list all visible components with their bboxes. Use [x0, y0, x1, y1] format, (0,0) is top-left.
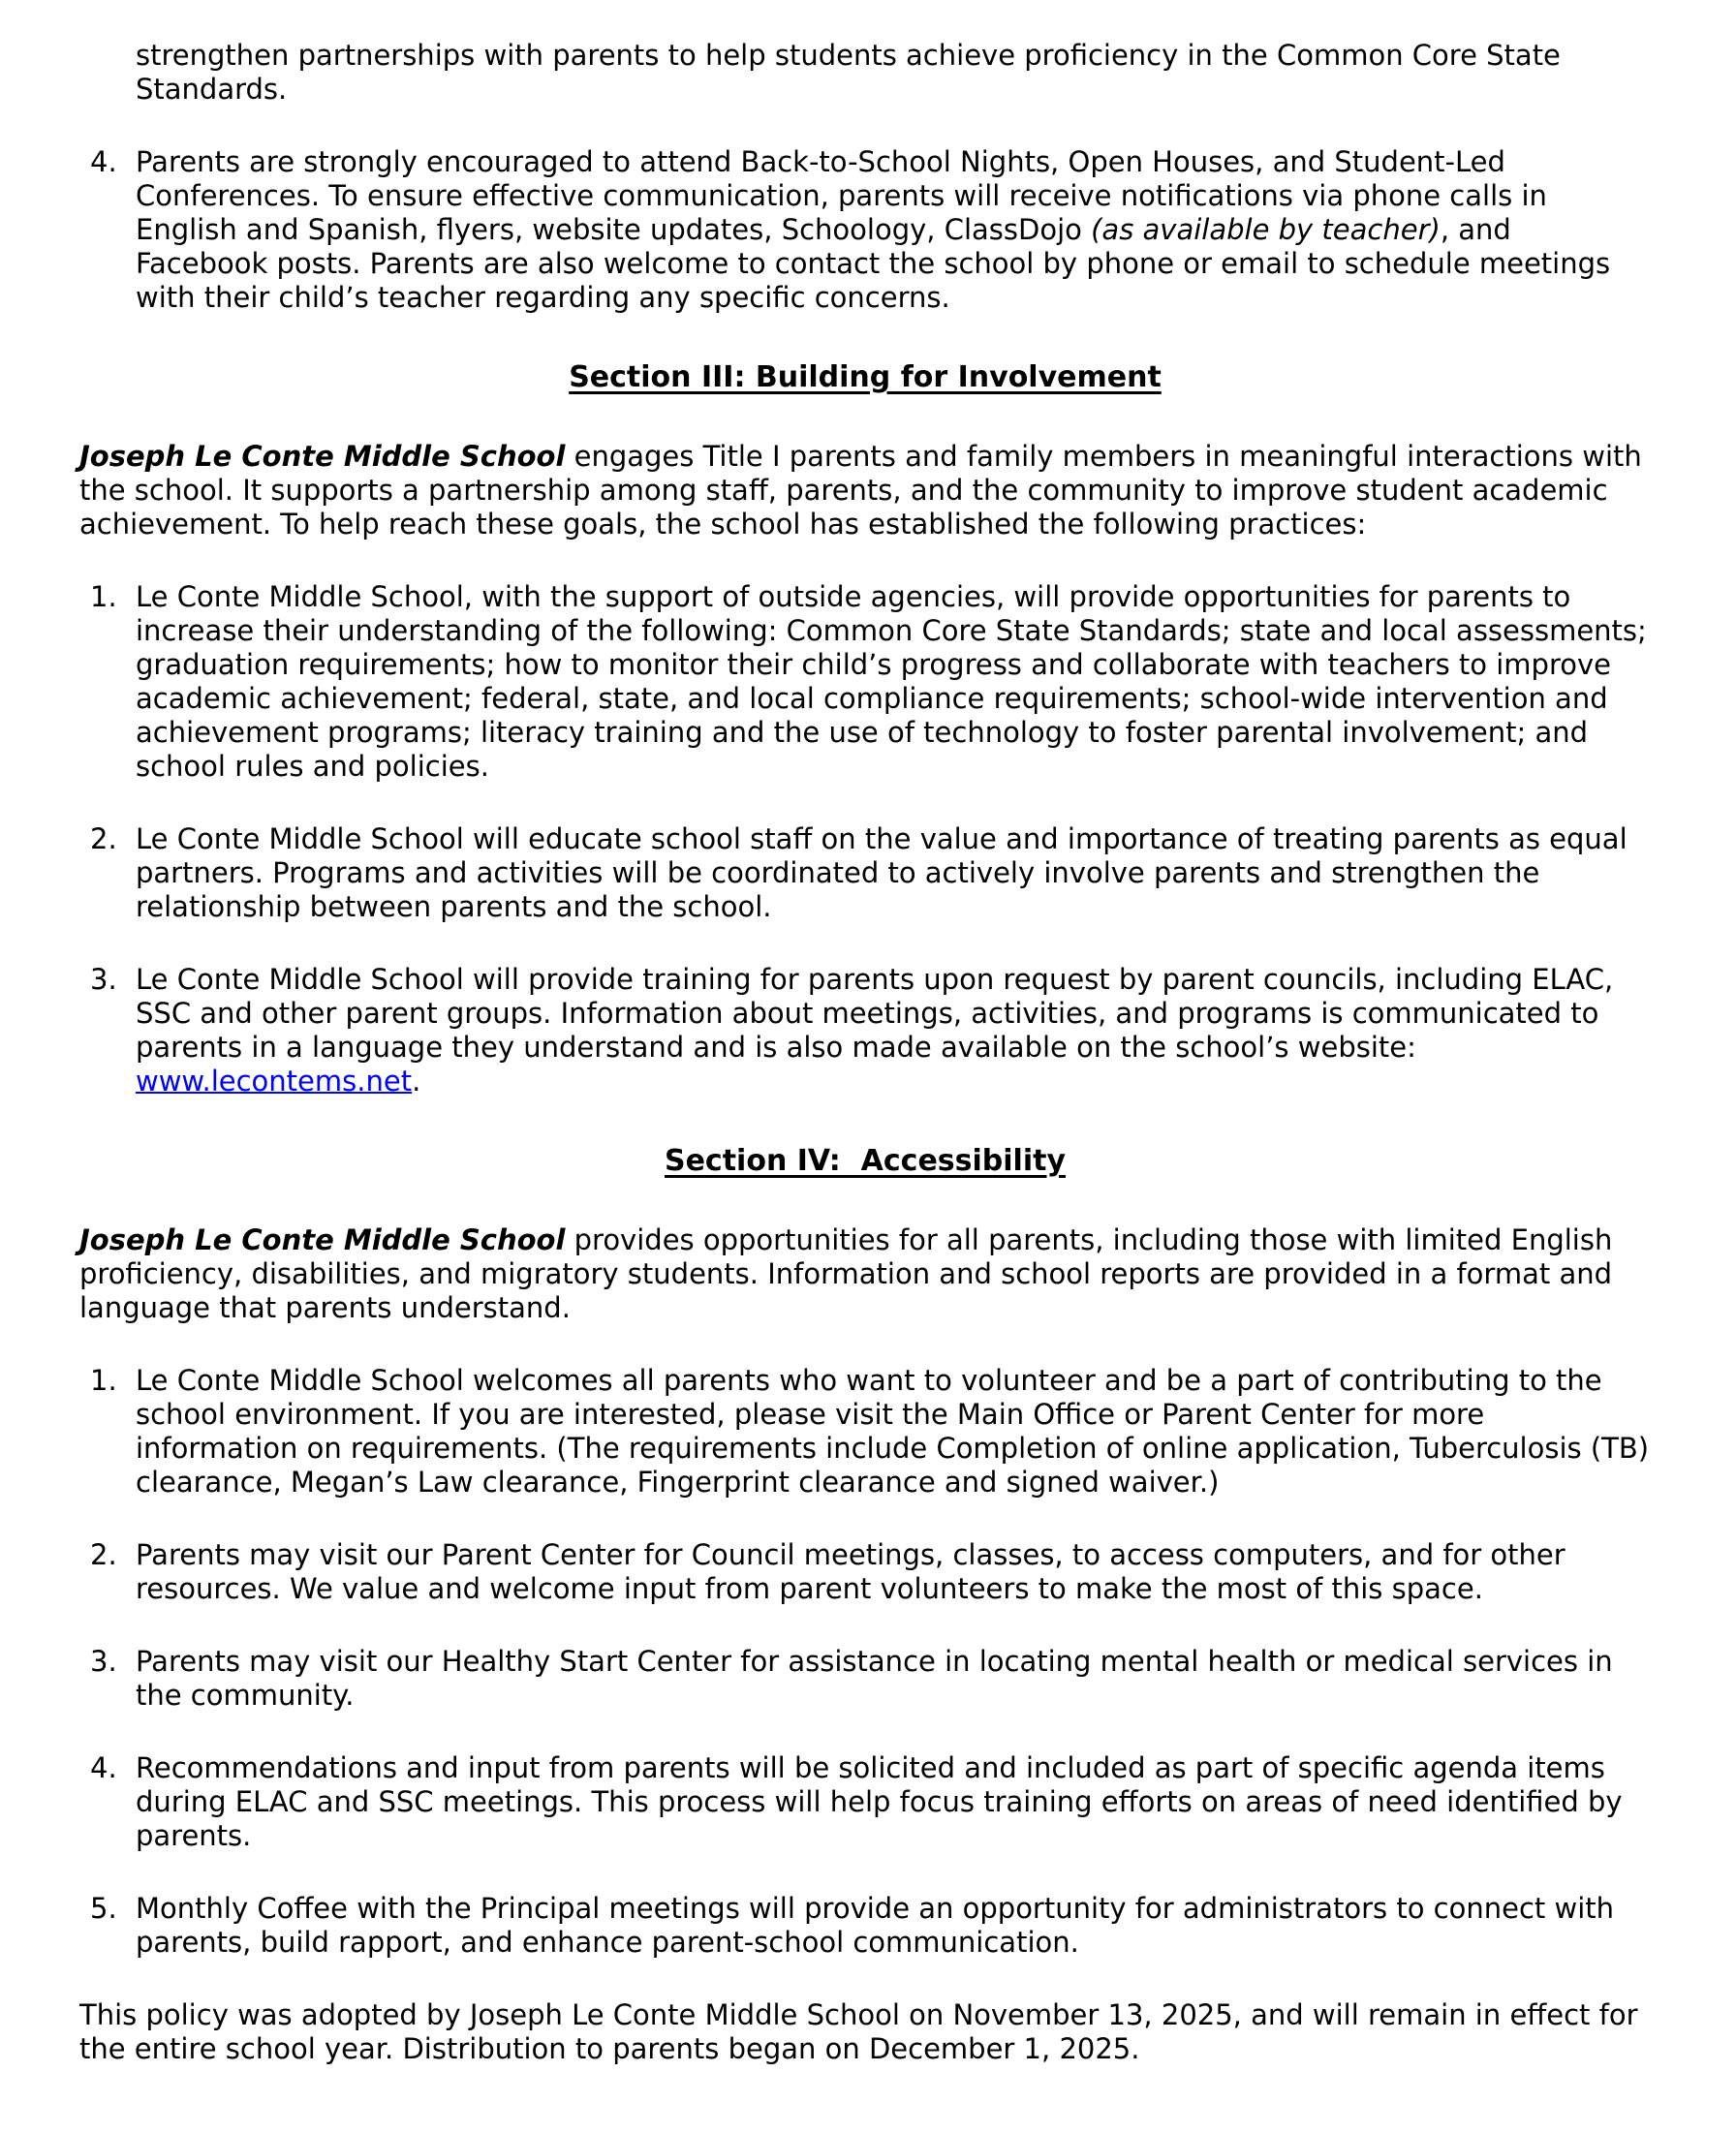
item-text-run: , and Facebook posts. Parents are also welcome to contact the school by phone or email to schedule meetings with their child’s teacher regarding any specific concerns.: [136, 213, 1611, 314]
list-item: [90, 1645, 1651, 1713]
item-number: 1.: [90, 580, 117, 613]
continuation-text: strengthen partnerships with parents to help students achieve proficiency in the Common Core State Standards.: [136, 39, 1561, 106]
item-text-italic-run: (as available by teacher): [1091, 213, 1441, 246]
list-item: [90, 1538, 1651, 1606]
item-text: Monthly Coffee with the Principal meetings will provide an opportunity for administrators to connect with parents, build rapport, and enhance parent-school communication.: [136, 1892, 1615, 1959]
item-number: 3.: [90, 963, 117, 996]
section-iii-intro: [79, 440, 1651, 541]
school-website-link[interactable]: www.lecontems.net: [136, 1065, 413, 1098]
item-text: Le Conte Middle School will educate school staff on the value and importance of treating parents as equal partners. Programs and activities will be coordinated to actively involve parents and strengthen the relationship between parents and the school.: [136, 822, 1628, 923]
list-item: [90, 145, 1651, 315]
list-item: [90, 1892, 1651, 1960]
item-text: [136, 145, 1651, 315]
item-text-run: Le Conte Middle School will provide training for parents upon request by parent councils, including ELAC, SSC and other parent groups. Information about meetings, activities, and programs is communicated to parents in a language they understand and is also made available on the school’s website:: [136, 963, 1614, 1064]
item-number: 5.: [90, 1892, 117, 1925]
item-text-run: Parents are strongly encouraged to attend Back-to-School Nights, Open Houses, and Student-Led Conferences. To ensure effective communication, parents will receive notifications via phone calls in English and Spanish, flyers, website updates, Schoology, ClassDojo: [136, 145, 1547, 246]
list-item: [90, 1751, 1651, 1853]
item-number: 4.: [90, 145, 117, 178]
item-text: Parents may visit our Healthy Start Center for assistance in locating mental health or medical services in the community.: [136, 1645, 1613, 1712]
section-iv-heading: Section IV: Accessibility: [664, 1144, 1067, 1178]
item-text: Recommendations and input from parents will be solicited and included as part of specific agenda items during ELAC and SSC meetings. This process will help focus training efforts on areas of need identified by parents.: [136, 1751, 1623, 1852]
item-text: Le Conte Middle School welcomes all parents who want to volunteer and be a part of contributing to the school environment. If you are interested, please visit the Main Office or Parent Center for more information on requirements. (The requirements include Completion of online application, Tuberculosis (TB) clearance, Megan’s Law clearance, Fingerprint clearance and signed waiver.): [136, 1364, 1650, 1499]
list-item: [90, 963, 1651, 1098]
item-number: 2.: [90, 822, 117, 855]
list-item: [90, 1364, 1651, 1500]
list-item: [90, 822, 1651, 924]
item-number: 2.: [90, 1538, 117, 1571]
paragraph-text: provides opportunities for all parents, including those with limited English proficiency, disabilities, and migratory students. Information and school reports are provided in a format and language that parents understand.: [79, 1223, 1613, 1324]
item-number: 4.: [90, 1751, 117, 1784]
item-text: Le Conte Middle School, with the support of outside agencies, will provide opportunities for parents to increase their understanding of the following: Common Core State Standards; state and local assessments; graduation requirements; how to monitor their child’s progress and collaborate with teachers to improve academic achievement; federal, state, and local compliance requirements; school-wide intervention and achievement programs; literacy training and the use of technology to foster parental involvement; and school rules and policies.: [136, 580, 1647, 783]
school-name-bold-italic: Joseph Le Conte Middle School: [79, 1223, 566, 1256]
continuation-item: [90, 39, 1651, 107]
item-number-empty: [90, 39, 136, 107]
item-text: [136, 963, 1651, 1098]
section-iii-heading: Section III: Building for Involvement: [569, 360, 1162, 394]
paragraph-text: engages Title I parents and family members in meaningful interactions with the school. It supports a partnership among staff, parents, and the community to improve student academic achievement. To help reach these goals, the school has established the following practices:: [79, 440, 1642, 541]
list-item: [90, 580, 1651, 784]
adoption-statement: This policy was adopted by Joseph Le Conte Middle School on November 13, 2025, and will remain in effect for the entire school year. Distribution to parents began on December 1, 2025.: [79, 1998, 1638, 2065]
item-text-run: .: [412, 1065, 421, 1098]
section-iv-intro: [79, 1223, 1651, 1325]
item-number: 3.: [90, 1645, 117, 1678]
item-text: Parents may visit our Parent Center for Council meetings, classes, to access computers, and for other resources. We value and welcome input from parent volunteers to make the most of this space.: [136, 1538, 1566, 1605]
item-number: 1.: [90, 1364, 117, 1397]
school-name-bold-italic: Joseph Le Conte Middle School: [79, 440, 566, 473]
